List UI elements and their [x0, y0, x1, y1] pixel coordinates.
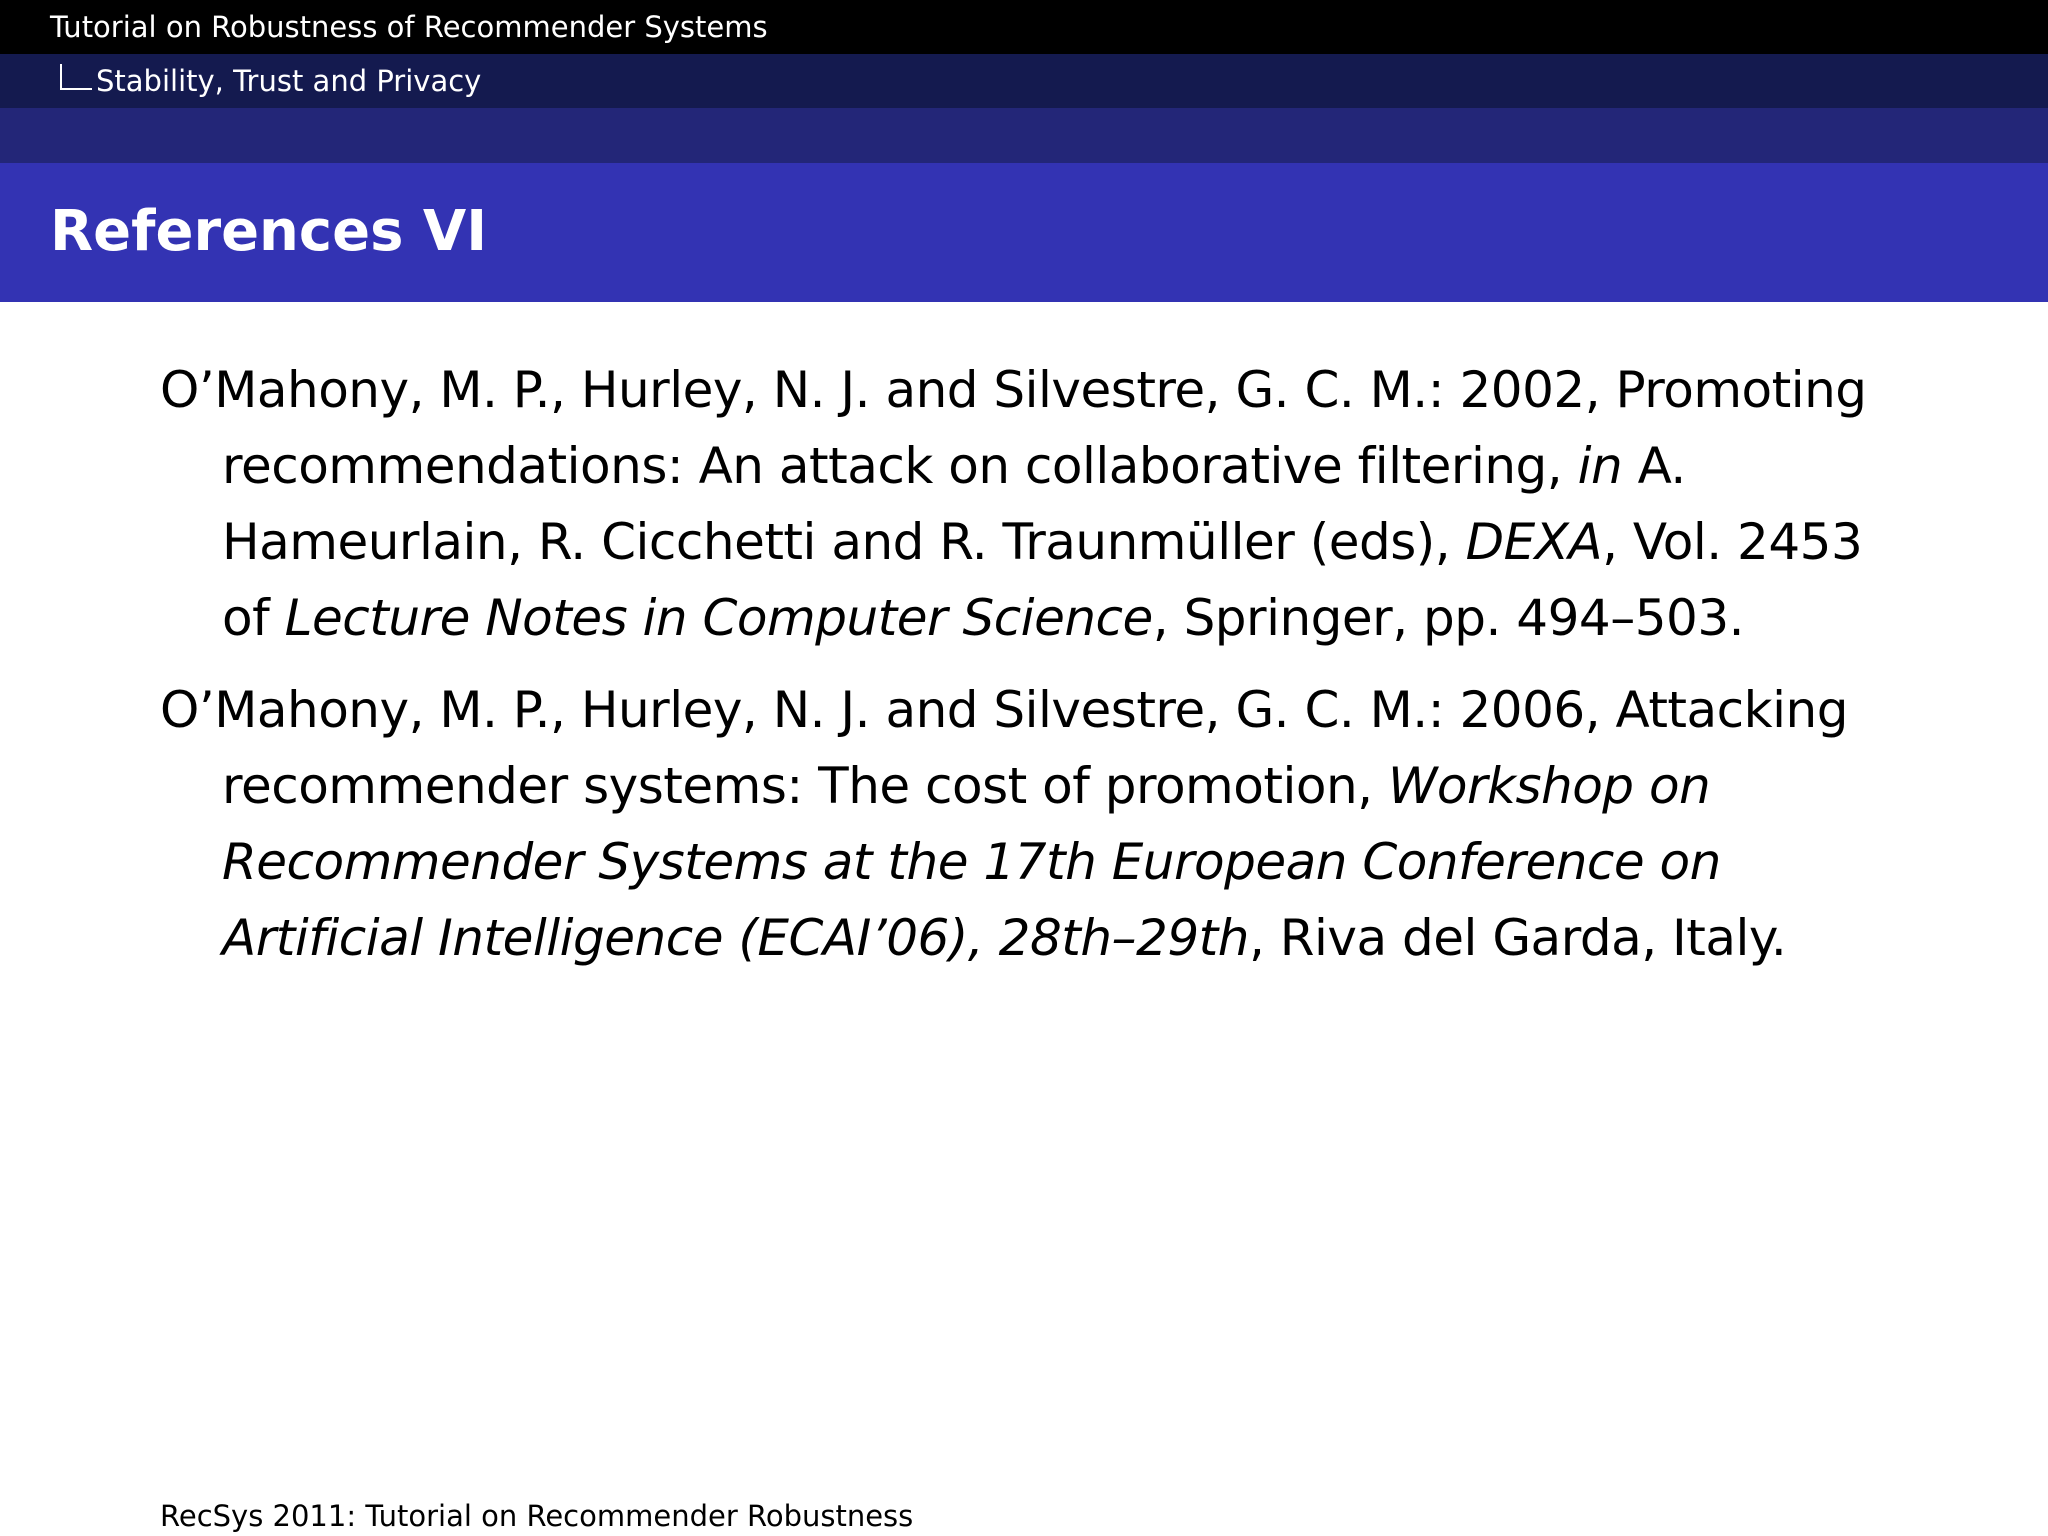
reference-list: [160, 352, 1900, 992]
reference-editors: A. Hameurlain, R. Cicchetti and R. Traunmüller (eds),: [222, 437, 1686, 571]
reference-authors: O’Mahony, M. P., Hurley, N. J. and Silvestre, G. C. M.: 2002,: [160, 361, 1601, 419]
header-bar: [0, 0, 2048, 54]
section-title: Stability, Trust and Privacy: [96, 64, 482, 98]
reference-series: Lecture Notes in Computer Science: [284, 589, 1153, 647]
footer-text: RecSys 2011: Tutorial on Recommender Robustness: [160, 1499, 914, 1533]
reference-venue: DEXA: [1465, 513, 1603, 571]
tree-corner-icon: [60, 64, 92, 90]
slide-title-bar: [0, 163, 2048, 302]
reference-location: , Riva del Garda, Italy.: [1248, 909, 1787, 967]
reference-item: [160, 352, 1900, 656]
presentation-title: Tutorial on Robustness of Recommender Systems: [50, 10, 768, 44]
reference-publisher: , Springer, pp. 494–503.: [1152, 589, 1745, 647]
header-band: [0, 108, 2048, 163]
reference-item: [160, 672, 1900, 976]
section-bar: [0, 54, 2048, 108]
reference-volume: , Vol. 2453 of: [222, 513, 1863, 647]
reference-title: Promoting recommendations: An attack on collaborative filtering,: [222, 361, 1867, 495]
reference-title: Attacking recommender systems: The cost of promotion,: [222, 681, 1848, 815]
slide-title: References VI: [50, 199, 488, 264]
reference-venue: Workshop on Recommender Systems at the 17th European Conference on Artificial Intelligence (ECAI’06), 28th–29th: [222, 757, 1721, 967]
reference-in: in: [1577, 437, 1623, 495]
reference-authors: O’Mahony, M. P., Hurley, N. J. and Silvestre, G. C. M.: 2006,: [160, 681, 1601, 739]
